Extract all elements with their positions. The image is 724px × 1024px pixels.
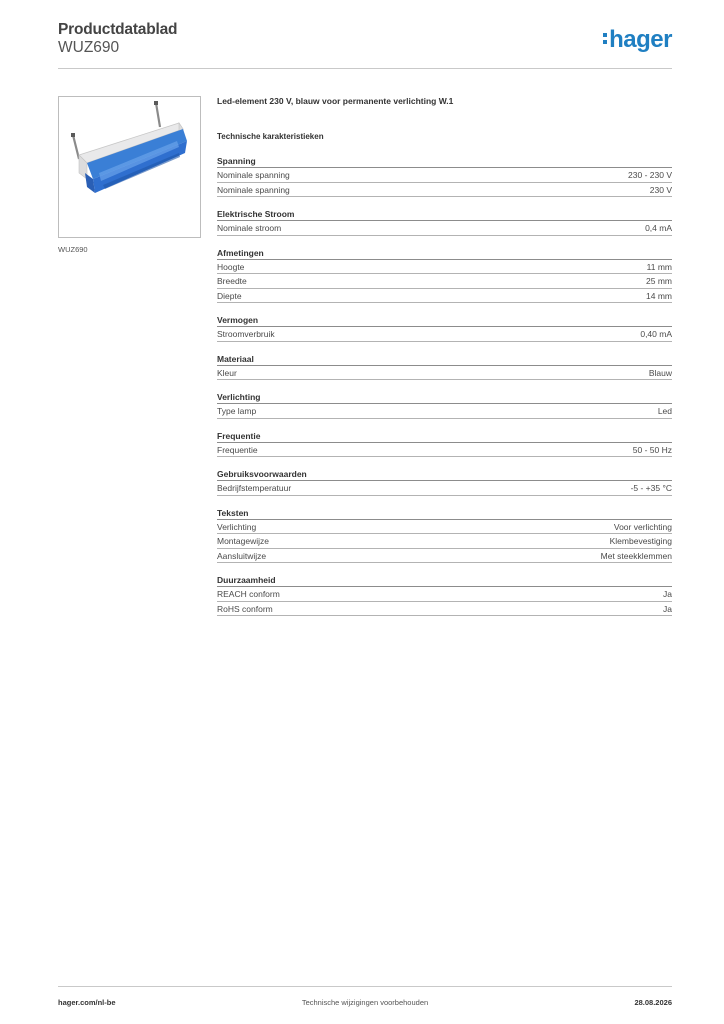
spec-section [217, 209, 672, 236]
spec-section [217, 508, 672, 564]
page-header [58, 20, 672, 70]
spec-value: 0,4 mA [645, 223, 672, 233]
spec-row [217, 183, 672, 198]
spec-value: 50 - 50 Hz [632, 444, 672, 455]
spec-row [217, 534, 672, 549]
spec-value: Led [657, 406, 672, 416]
spec-row [217, 481, 672, 496]
spec-value: Voor verlichting [613, 521, 672, 532]
spec-value: 25 mm [646, 276, 672, 286]
header-divider [58, 68, 672, 69]
product-image [58, 96, 201, 238]
spec-label: Stroomverbruik [217, 329, 275, 339]
spec-value: 0,40 mA [640, 329, 672, 339]
spec-section [217, 469, 672, 496]
document-title: Productdatablad [58, 21, 178, 38]
spec-row [217, 520, 672, 535]
spec-section-title: Frequentie [217, 431, 672, 443]
spec-value: 230 V [649, 184, 672, 195]
footer-divider [58, 986, 672, 987]
spec-label: RoHS conform [217, 603, 273, 614]
spec-value: -5 - +35 °C [630, 483, 672, 493]
spec-section [217, 315, 672, 342]
spec-label: Type lamp [217, 406, 257, 416]
spec-section [217, 392, 672, 419]
spec-value: 14 mm [646, 290, 672, 301]
spec-label: Bedrijfstemperatuur [217, 483, 292, 493]
spec-section-title: Verlichting [217, 392, 672, 404]
spec-label: Montagewijze [217, 536, 269, 546]
spec-section-title: Duurzaamheid [217, 575, 672, 587]
spec-row [217, 289, 672, 304]
spec-label: Verlichting [217, 521, 257, 532]
spec-section [217, 156, 672, 197]
spec-section-title: Gebruiksvoorwaarden [217, 469, 672, 481]
spec-row [217, 260, 672, 275]
spec-value: Met steekklemmen [600, 550, 672, 561]
spec-label: Breedte [217, 276, 247, 286]
spec-row [217, 327, 672, 342]
spec-label: REACH conform [217, 589, 280, 599]
spec-label: Hoogte [217, 261, 245, 272]
spec-section-title: Afmetingen [217, 248, 672, 260]
spec-section [217, 354, 672, 381]
hager-logo [603, 28, 672, 52]
product-code: WUZ690 [58, 39, 120, 56]
spec-row [217, 587, 672, 602]
spec-value: 230 - 230 V [628, 170, 672, 180]
specification-content [217, 94, 672, 616]
spec-row [217, 443, 672, 458]
footer-date: 28.08.2026 [634, 998, 672, 1007]
spec-label: Aansluitwijze [217, 550, 267, 561]
spec-section-title: Elektrische Stroom [217, 209, 672, 221]
product-description: Led-element 230 V, blauw voor permanente verlichting W.1 [217, 96, 454, 106]
spec-label: Nominale spanning [217, 170, 290, 180]
footer-notice: Technische wijzigingen voorbehouden [301, 998, 429, 1007]
spec-row [217, 549, 672, 564]
spec-value: Klembevestiging [609, 536, 672, 546]
spec-row [217, 168, 672, 183]
spec-label: Frequentie [217, 444, 258, 455]
spec-label: Nominale spanning [217, 184, 290, 195]
spec-row [217, 274, 672, 289]
spec-value: Ja [663, 603, 672, 614]
spec-row [217, 366, 672, 381]
spec-value: Ja [663, 589, 672, 599]
spec-section-title: Materiaal [217, 354, 672, 366]
spec-row [217, 602, 672, 617]
logo-colon-mark [603, 30, 607, 46]
spec-section [217, 248, 672, 304]
page-footer [58, 992, 672, 1008]
spec-label: Nominale stroom [217, 223, 282, 233]
spec-section-title: Spanning [217, 156, 672, 168]
spec-section [217, 431, 672, 458]
spec-section [217, 575, 672, 616]
spec-section-title: Vermogen [217, 315, 672, 327]
spec-value: 11 mm [646, 261, 672, 272]
spec-label: Diepte [217, 290, 242, 301]
logo-text: hager [609, 26, 672, 53]
spec-sections [217, 156, 672, 616]
technical-characteristics-heading: Technische karakteristieken [217, 132, 324, 141]
footer-website: hager.com/nl-be [58, 998, 116, 1007]
led-element-illustration [59, 97, 200, 237]
image-caption: WUZ690 [58, 245, 88, 254]
spec-row [217, 404, 672, 419]
spec-label: Kleur [217, 367, 237, 378]
spec-value: Blauw [648, 367, 672, 378]
spec-row [217, 221, 672, 236]
spec-section-title: Teksten [217, 508, 672, 520]
